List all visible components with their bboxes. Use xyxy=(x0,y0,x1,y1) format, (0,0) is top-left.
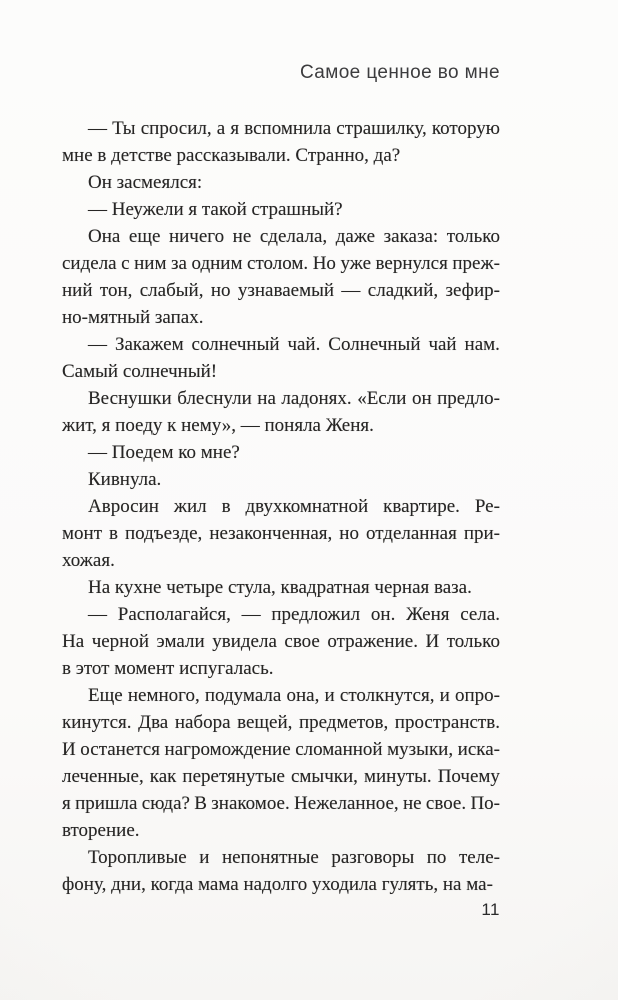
body-text xyxy=(62,115,500,898)
text-line: мне в детстве рассказывали. Странно, да? xyxy=(62,145,401,166)
text-line: Кивнула. xyxy=(88,469,162,490)
text-line: — Поедем ко мне? xyxy=(88,442,240,463)
text-line: И останется нагромождение сломанной музыки, иска- xyxy=(62,739,500,760)
text-line: Авросин жил в двухкомнатной квартире. Ре- xyxy=(88,496,500,517)
text-line: фону, дни, когда мама надолго уходила гулять, на ма- xyxy=(62,874,493,895)
text-line: Торопливые и непонятные разговоры по теле- xyxy=(88,847,500,868)
text-line: — Неужели я такой страшный? xyxy=(88,199,343,220)
text-line: жит, я поеду к нему», — поняла Женя. xyxy=(62,415,374,436)
text-line: — Ты спросил, а я вспомнила страшилку, которую xyxy=(88,118,500,139)
text-line: — Располагайся, — предложил он. Женя села. xyxy=(88,604,500,625)
text-line: вторение. xyxy=(62,820,140,841)
text-line: Он засмеялся: xyxy=(88,172,203,193)
text-line: хожая. xyxy=(62,550,115,571)
running-header: Самое ценное во мне xyxy=(299,62,500,83)
text-line: ний тон, слабый, но узнаваемый — сладкий, зефир- xyxy=(62,280,500,301)
text-line: На черной эмали увидела свое отражение. И только xyxy=(62,631,500,652)
text-line: я пришла сюда? В знакомое. Нежеланное, не свое. По- xyxy=(62,793,500,814)
text-line: кинутся. Два набора вещей, предметов, пространств. xyxy=(62,712,500,733)
text-line: — Закажем солнечный чай. Солнечный чай нам. xyxy=(88,334,500,355)
text-line: леченные, как перетянутые смычки, минуты. Почему xyxy=(62,766,500,787)
text-line: Еще немного, подумала она, и столкнутся, и опро- xyxy=(88,685,500,706)
text-line: в этот момент испугалась. xyxy=(62,658,274,679)
text-line: монт в подъезде, незаконченная, но отделанная при- xyxy=(62,523,500,544)
text-line: Веснушки блеснули на ладонях. «Если он предло- xyxy=(88,388,500,409)
text-line: Самый солнечный! xyxy=(62,361,218,382)
text-line: Она еще ничего не сделала, даже заказа: только xyxy=(88,226,500,247)
text-line: сидела с ним за одним столом. Но уже вернулся преж- xyxy=(62,253,500,274)
text-line: На кухне четыре стула, квадратная черная ваза. xyxy=(88,577,472,598)
text-line: но-мятный запах. xyxy=(62,307,204,328)
page-number: 11 xyxy=(481,900,500,919)
